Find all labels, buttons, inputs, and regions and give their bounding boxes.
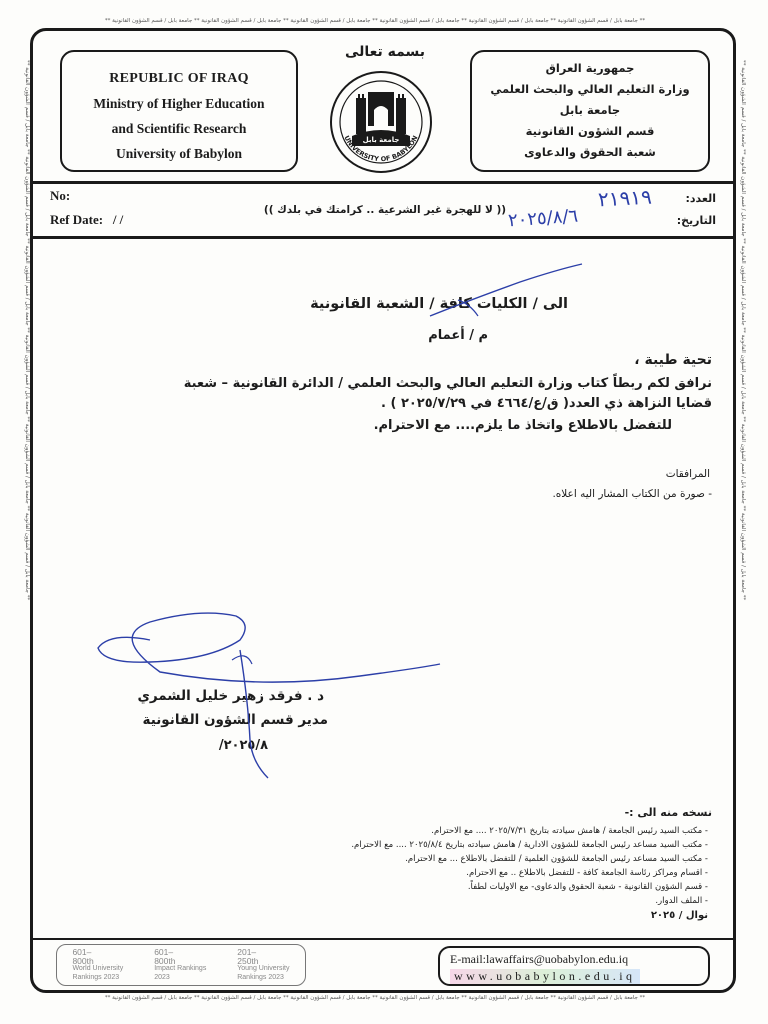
basmala: بسمه تعالى — [344, 44, 426, 60]
body-paragraph-2: قضايا النزاهة ذي العدد( ق/ع/٤٦٦٤ في ٢٠٢٥/٧/٢٩ ) . — [381, 396, 712, 411]
copy-item: - مكتب السيد مساعد رئيس الجامعة للشؤون العلمية / للتفضل بالاطلاع ... مع الاحترام. — [405, 854, 708, 864]
reference-divider — [33, 236, 733, 239]
university-emblem — [322, 66, 440, 176]
copy-item: - اقسام ومراكز رئاسة الجامعة كافة - للتفضل بالاطلاع .. مع الاحترام. — [466, 868, 708, 878]
number-label: العدد: — [685, 192, 716, 205]
typist-note: نوال / ٢٠٢٥ — [650, 910, 708, 921]
header-country-en: REPUBLIC OF IRAQ — [109, 71, 249, 86]
header-ministry-en-2: and Scientific Research — [111, 121, 247, 136]
ref-date-row — [50, 212, 123, 228]
right-border-text: ** جامعة بابل / قسم الشؤون القانونية ** جامعة بابل / قسم الشؤون القانونية ** جامعة بابل / قسم الشؤون القانونية ** جامعة بابل / قسم الشؤون القانونية ** جامعة بابل / قسم الشؤون القانونية ** جامعة بابل / قسم الشؤون القانونية ** — [740, 60, 746, 601]
top-border-text: ** جامعة بابل / قسم الشؤون القانونية ** جامعة بابل / قسم الشؤون القانونية ** جامعة بابل / قسم الشؤون القانونية ** جامعة بابل / قسم الشؤون القانونية ** جامعة بابل / قسم الشؤون القانونية ** جامعة بابل / قسم الشؤون القانونية ** — [104, 18, 646, 24]
contact-website: www.uobabylon.edu.iq — [450, 969, 640, 984]
ref-no-label: No: — [50, 188, 71, 203]
ranking-impact: 601– 800th Impact Rankings 2023 — [154, 947, 207, 981]
left-border-text: ** جامعة بابل / قسم الشؤون القانونية ** جامعة بابل / قسم الشؤون القانونية ** جامعة بابل / قسم الشؤون القانونية ** جامعة بابل / قسم الشؤون القانونية ** جامعة بابل / قسم الشؤون القانونية ** جامعة بابل / قسم الشؤون القانونية ** — [24, 60, 30, 601]
footer-divider — [33, 938, 733, 940]
ref-date-label: Ref Date: — [50, 212, 104, 227]
header-ministry-ar: وزارة التعليم العالي والبحث العلمي — [490, 82, 690, 96]
date-label: التاريخ: — [676, 214, 716, 227]
handwritten-number: ٢١٩١٩ — [597, 184, 653, 212]
bottom-border-text: ** جامعة بابل / قسم الشؤون القانونية ** جامعة بابل / قسم الشؤون القانونية ** جامعة بابل / قسم الشؤون القانونية ** جامعة بابل / قسم الشؤون القانونية ** جامعة بابل / قسم الشؤون القانونية ** جامعة بابل / قسم الشؤون القانونية ** — [104, 995, 646, 1001]
header-divider — [33, 181, 733, 184]
header-section-ar: شعبة الحقوق والدعاوى — [524, 145, 656, 159]
contact-box — [438, 946, 710, 986]
emblem-ring-text: UNIVERSITY OF BABYLON — [342, 134, 420, 164]
greeting: تحية طيبة ، — [634, 352, 712, 368]
attachment-item: - صورة من الكتاب المشار اليه اعلاه. — [552, 488, 712, 500]
arabic-header-box — [470, 50, 710, 172]
header-university-ar: جامعة بابل — [559, 103, 621, 117]
rankings-box — [56, 944, 306, 986]
subject: م / أعمام — [428, 328, 488, 343]
header-country-ar: جمهورية العراق — [545, 61, 635, 75]
body-paragraph-1: نرافق لكم ربطاً كتاب وزارة التعليم العالي والبحث العلمي / الدائرة القانونية – شعبة — [183, 376, 712, 391]
header-department-ar: قسم الشؤون القانونية — [525, 124, 655, 138]
ranking-world: 601– 800th World University Rankings 2023 — [72, 947, 124, 981]
attachments-heading: المرافقات — [665, 468, 710, 480]
copy-item: - مكتب السيد مساعد رئيس الجامعة للشؤون الادارية / هامش سيادته بتاريخ ٢٠٢٥/٨/٤ .... مع الاحترام. — [351, 840, 708, 850]
header-ministry-en-1: Ministry of Higher Education — [93, 96, 265, 111]
slogan: (( لا للهجرة غير الشرعية .. كرامتك في بلدك )) — [263, 204, 507, 216]
ref-date-value: / / — [112, 212, 124, 227]
ranking-young: 201– 250th Young University Rankings 2023 — [237, 947, 290, 981]
emblem-inner-text: جامعة بابل — [362, 136, 400, 144]
copy-item: - قسم الشؤون القانونية - شعبة الحقوق والدعاوى- مع الاوليات لطفاً. — [467, 882, 708, 892]
english-header-box — [60, 50, 298, 172]
copy-item: - الملف الدوار. — [655, 896, 708, 906]
contact-email: E-mail:lawaffairs@uobabylon.edu.iq — [450, 952, 629, 966]
signatory-name: د . فرقد زهير خليل الشمري — [137, 688, 324, 704]
signatory-title: مدير قسم الشؤون القانونية — [142, 712, 328, 728]
copy-item: - مكتب السيد رئيس الجامعة / هامش سيادته بتاريخ ٢٠٢٥/٧/٣١ .... مع الاحترام. — [431, 826, 708, 836]
copies-heading: نسخه منه الى :- — [624, 806, 712, 819]
header-university-en: University of Babylon — [115, 146, 242, 161]
handwritten-date: ٢٠٢٥/٨/٦ — [507, 205, 579, 232]
signature-date: ٢٠٢٥/٨/ — [218, 738, 268, 753]
body-paragraph-3: للتفضل بالاطلاع واتخاذ ما يلزم.... مع الاحترام. — [373, 418, 672, 433]
addressee: الى / الكليات كافة / الشعبة القانونية — [310, 296, 568, 312]
